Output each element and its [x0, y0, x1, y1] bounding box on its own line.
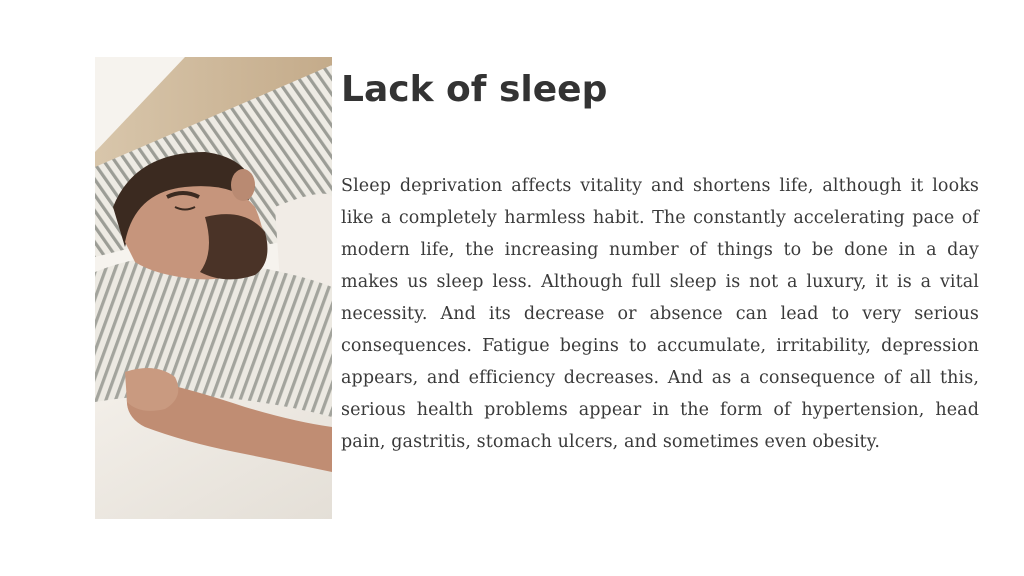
sleeping-man-photo: [95, 57, 332, 519]
body-paragraph: Sleep deprivation affects vitality and shortens life, although it looks like a completely harmless habit. The constantly accelerating pace of modern life, the increasing number of things to be done in a day makes us sleep less. Although full sleep is not a luxury, it is a vital necessity. And its decrease or absence can lead to very serious consequences. Fatigue begins to accumulate, irritability, depression appears, and efficiency decreases. And as a consequence of all this, serious health problems appear in the form of hypertension, head pain, gastritis, stomach ulcers, and sometimes even obesity.: [341, 176, 979, 452]
photo-illustration: [95, 57, 332, 519]
page-title: Lack of sleep: [341, 69, 608, 110]
